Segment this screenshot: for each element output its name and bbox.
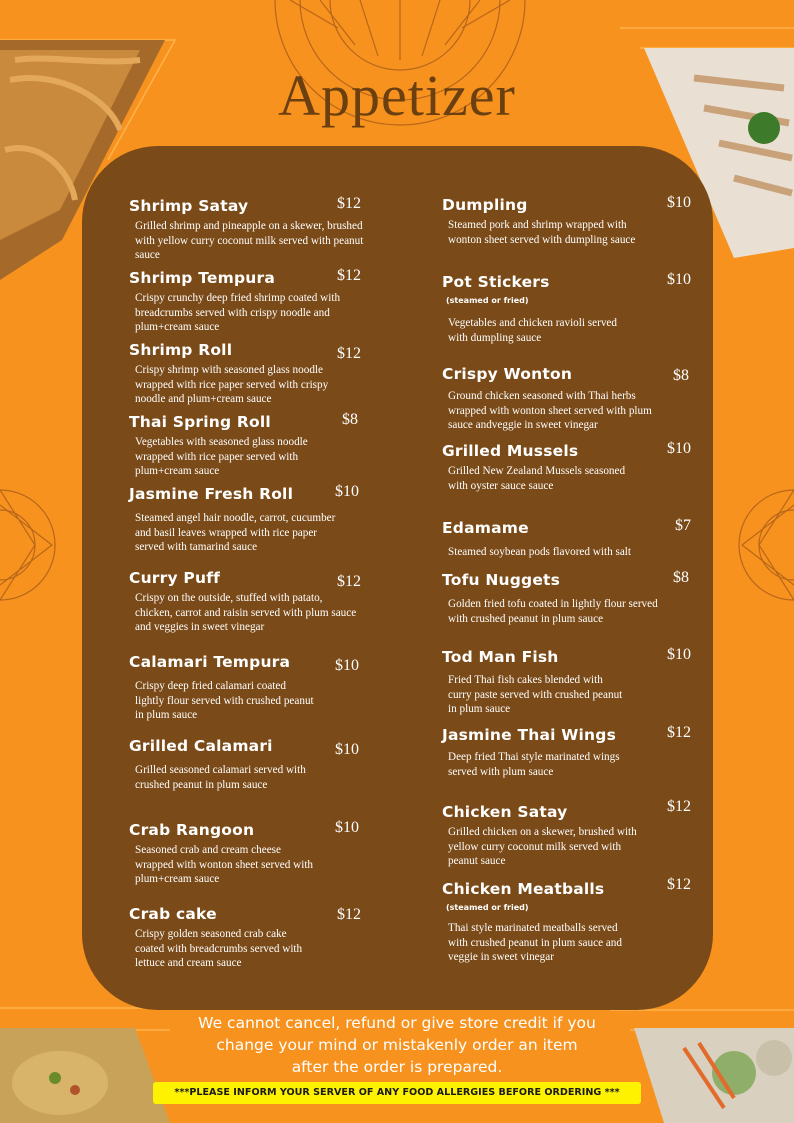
item-name: Tod Man Fish	[442, 648, 559, 666]
item-name: Calamari Tempura	[129, 653, 291, 671]
item-price: $10	[667, 194, 691, 211]
item-price: $12	[337, 267, 361, 284]
item-price: $12	[337, 906, 361, 923]
item-price: $12	[337, 345, 361, 362]
item-description: Crispy on the outside, stuffed with patato, chicken, carrot and raisin served with plum sauce and veggies in sweet vinegar	[135, 592, 357, 633]
item-price: $7	[675, 517, 691, 534]
item-price: $10	[667, 646, 691, 663]
item-name: Pot Stickers	[442, 273, 550, 291]
item-name: Tofu Nuggets	[442, 571, 561, 589]
item-description: Grilled shrimp and pineapple on a skewer, brushed with yellow curry coconut milk served with peanut sauce	[135, 220, 364, 261]
item-description: Thai style marinated meatballs served with crushed peanut in plum sauce and veggie in sweet vinegar	[448, 922, 622, 963]
item-price: $8	[673, 367, 689, 384]
item-price: $12	[337, 573, 361, 590]
food-photo-bottom-left	[0, 1028, 170, 1123]
page-title: Appetizer	[278, 63, 516, 128]
item-description: Deep fried Thai style marinated wings served with plum sauce	[448, 751, 620, 778]
item-name: Crab Rangoon	[129, 821, 255, 839]
item-name: Crab cake	[129, 905, 217, 923]
item-description: Grilled seasoned calamari served with crushed peanut in plum sauce	[135, 764, 306, 791]
item-name: Jasmine Thai Wings	[442, 726, 617, 744]
item-description: Steamed soybean pods flavored with salt	[448, 546, 631, 558]
item-name: Grilled Mussels	[442, 442, 579, 460]
item-name: Jasmine Fresh Roll	[129, 485, 294, 503]
refund-policy-notice	[160, 1012, 634, 1078]
item-description: Fried Thai fish cakes blended with curry paste served with crushed peanut in plum sauce	[448, 674, 623, 715]
item-description: Grilled chicken on a skewer, brushed with yellow curry coconut milk served with peanut sauce	[448, 826, 637, 867]
item-description: Grilled New Zealand Mussels seasoned with oyster sauce sauce	[448, 465, 626, 492]
item-description: Seasoned crab and cream cheese wrapped with wonton sheet served with plum+cream sauce	[135, 844, 314, 885]
food-photo-bottom-right	[624, 1028, 794, 1123]
item-description: Vegetables with seasoned glass noodle wrapped with rice paper served with plum+cream sauce	[135, 436, 308, 477]
item-description: Golden fried tofu coated in lightly flour served with crushed peanut in plum sauce	[448, 598, 658, 625]
item-name: Crispy Wonton	[442, 365, 573, 383]
item-price: $10	[335, 657, 359, 674]
notice-line: We cannot cancel, refund or give store credit if you	[198, 1014, 596, 1032]
item-price: $8	[673, 569, 689, 586]
item-price: $12	[337, 195, 361, 212]
item-description: Crispy shrimp with seasoned glass noodle wrapped with rice paper served with crispy noodle and plum+cream sauce	[135, 364, 329, 405]
item-note: (steamed or fried)	[446, 296, 529, 305]
item-name: Grilled Calamari	[129, 737, 273, 755]
item-price: $12	[667, 724, 691, 741]
item-description: Crispy crunchy deep fried shrimp coated with breadcrumbs served with crispy noodle and plum+cream sauce	[135, 292, 341, 333]
item-price: $10	[667, 440, 691, 457]
item-price: $12	[667, 876, 691, 893]
item-name: Shrimp Satay	[129, 197, 249, 215]
item-price: $10	[335, 483, 359, 500]
allergy-notice: ***PLEASE INFORM YOUR SERVER OF ANY FOOD ALLERGIES BEFORE ORDERING ***	[153, 1082, 641, 1104]
item-price: $12	[667, 798, 691, 815]
item-price: $10	[335, 741, 359, 758]
item-note: (steamed or fried)	[446, 903, 529, 912]
item-name: Shrimp Tempura	[129, 269, 276, 287]
item-description: Vegetables and chicken ravioli served with dumpling sauce	[448, 317, 617, 344]
item-description: Crispy deep fried calamari coated lightly flour served with crushed peanut in plum sauce	[135, 680, 314, 721]
item-name: Dumpling	[442, 196, 528, 214]
notice-line: change your mind or mistakenly order an item	[216, 1036, 578, 1054]
item-price: $10	[335, 819, 359, 836]
notice-line: after the order is prepared.	[291, 1058, 503, 1076]
item-description: Crispy golden seasoned crab cake coated with breadcrumbs served with lettuce and cream sauce	[135, 928, 303, 969]
item-description: Steamed pork and shrimp wrapped with wonton sheet served with dumpling sauce	[448, 219, 636, 246]
item-name: Thai Spring Roll	[129, 413, 271, 431]
item-description: Ground chicken seasoned with Thai herbs wrapped with wonton sheet served with plum sauce andveggie in sweet vinegar	[448, 390, 652, 431]
item-description: Steamed angel hair noodle, carrot, cucumber and basil leaves wrapped with rice paper served with tamarind sauce	[135, 512, 336, 553]
item-name: Chicken Meatballs	[442, 880, 605, 898]
item-name: Edamame	[442, 519, 529, 537]
item-name: Curry Puff	[129, 569, 221, 587]
item-price: $8	[342, 411, 358, 428]
item-price: $10	[667, 271, 691, 288]
item-name: Chicken Satay	[442, 803, 568, 821]
item-name: Shrimp Roll	[129, 341, 233, 359]
